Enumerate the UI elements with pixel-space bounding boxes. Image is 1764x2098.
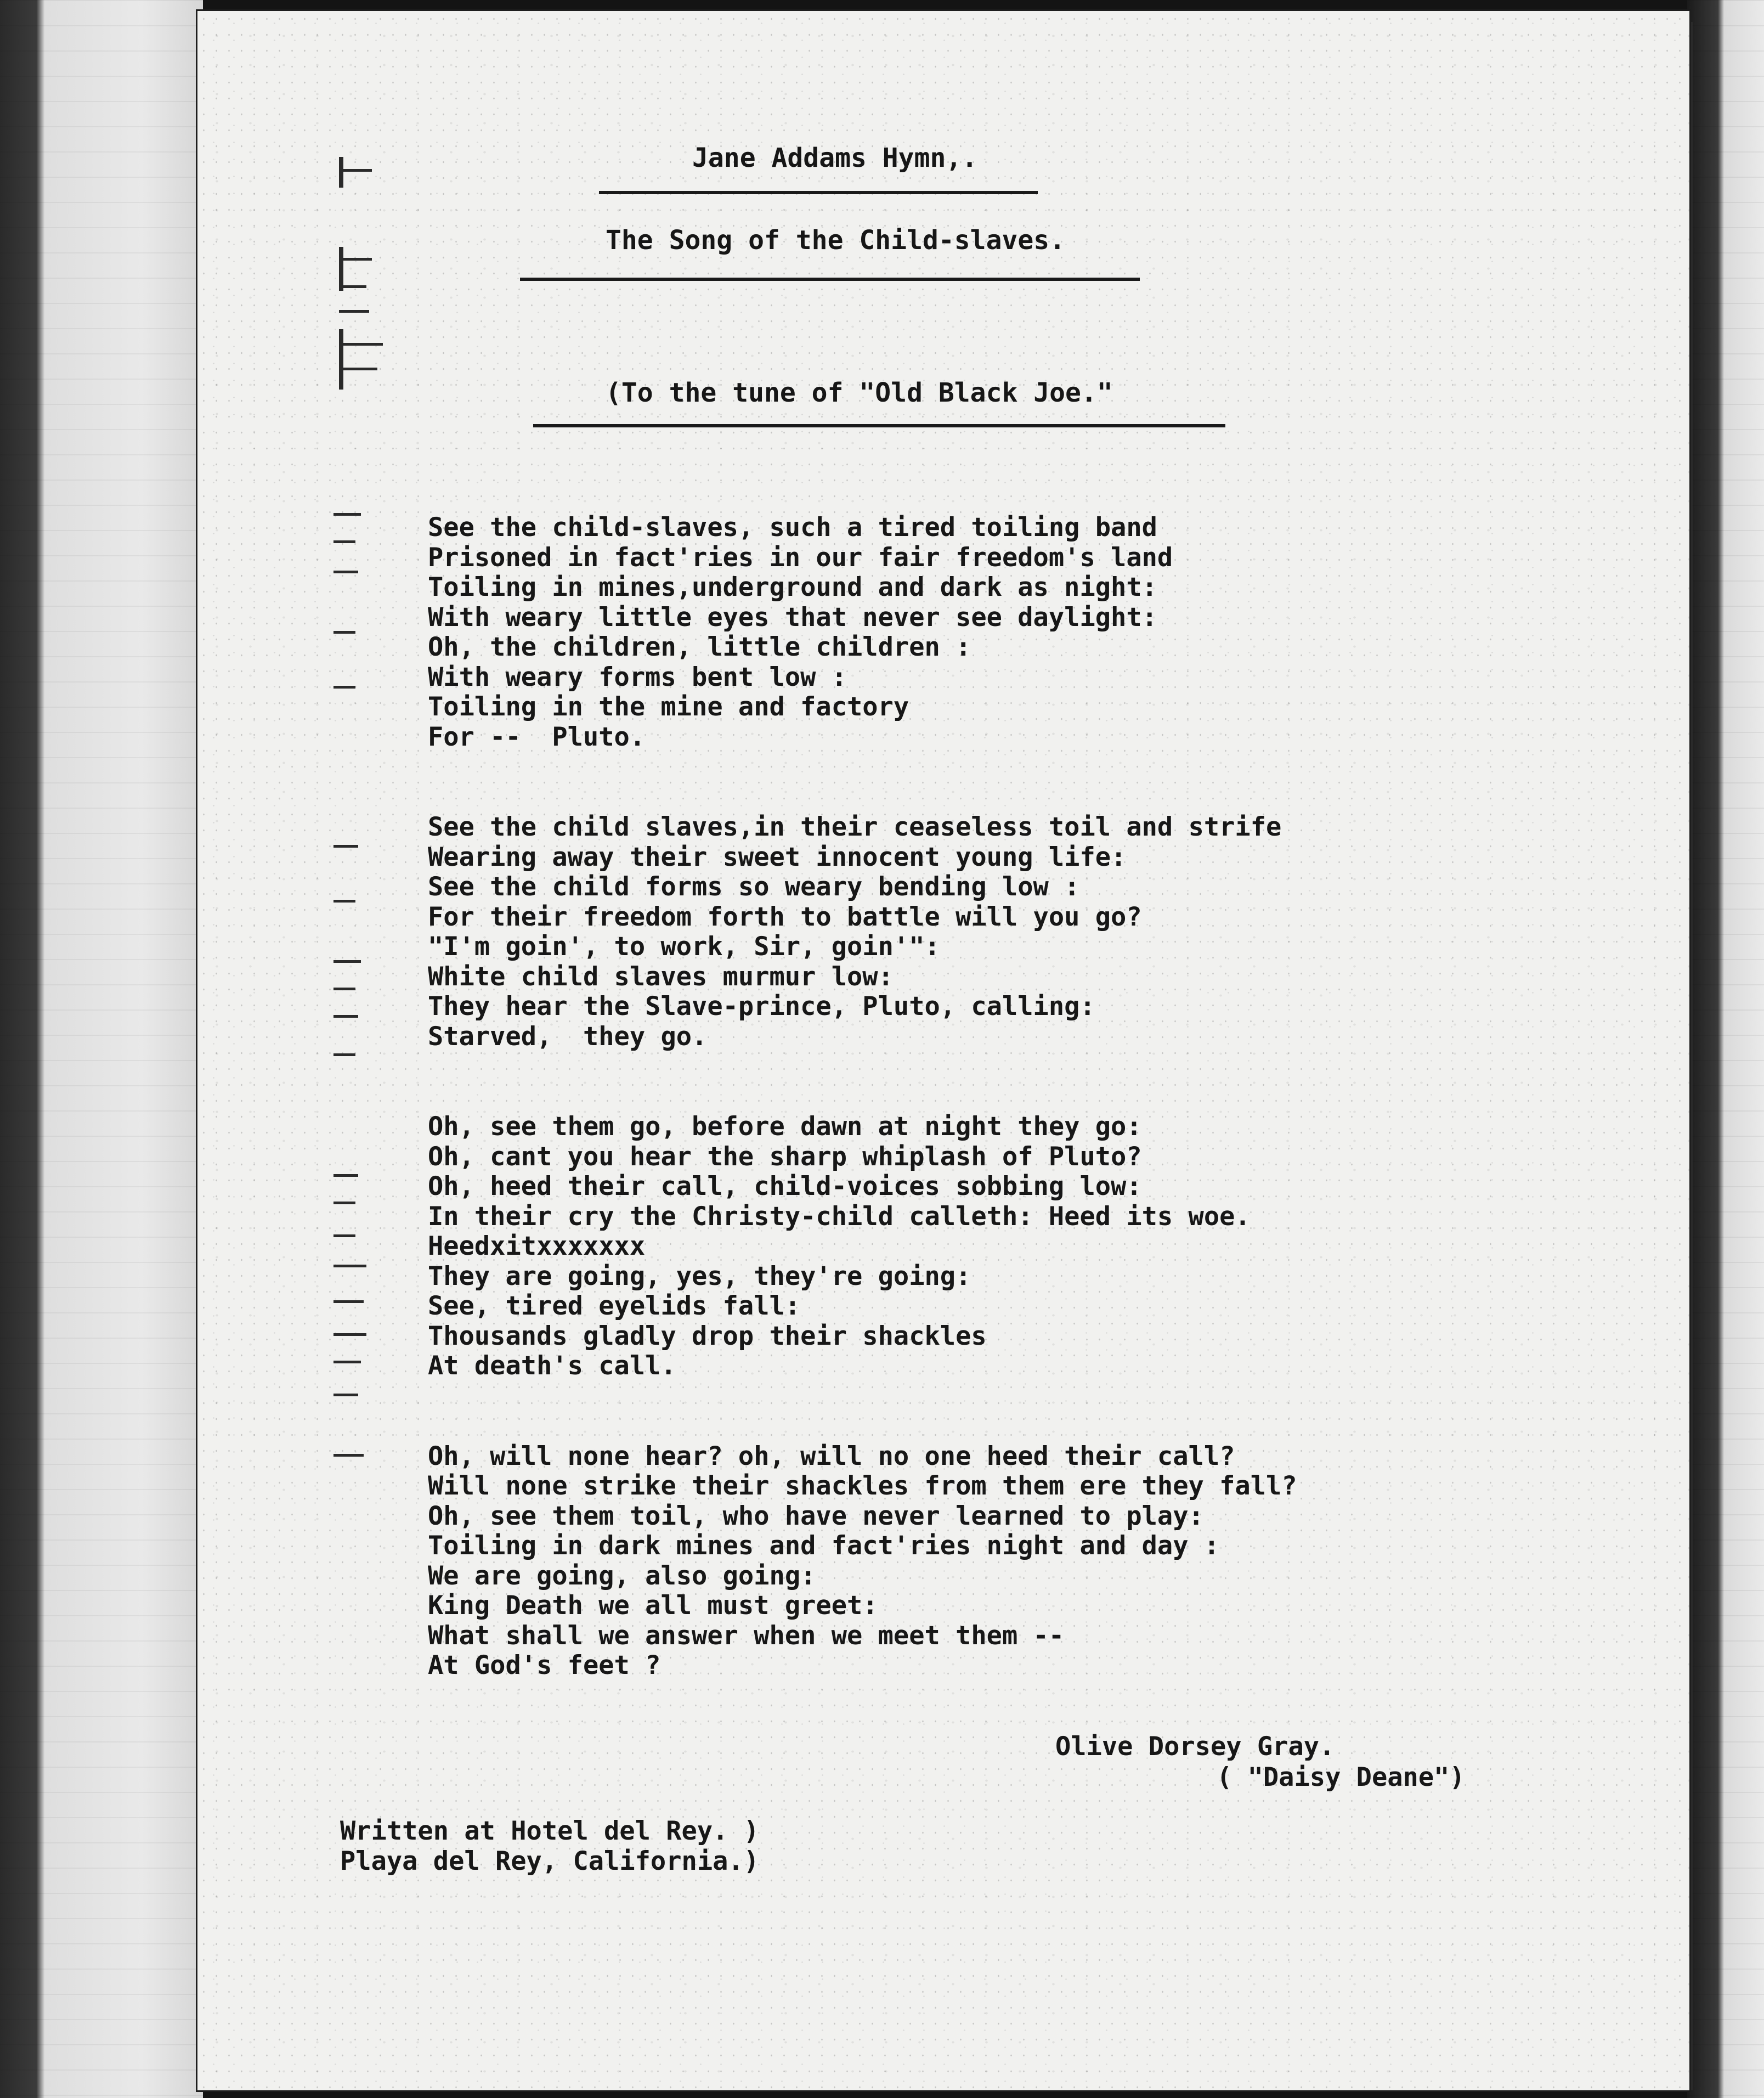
author-pseudonym: ( "Daisy Deane") — [1217, 1762, 1465, 1792]
subtitle-underline — [520, 278, 1140, 281]
poem-line: At death's call. — [428, 1351, 676, 1381]
stanza-gap — [428, 1381, 1297, 1442]
poem-line: See the child slaves,in their ceaseless toil and strife — [428, 812, 1282, 842]
poem-line: For -- Pluto. — [428, 721, 646, 752]
stanza-4 — [428, 1442, 1297, 1681]
scanner-lines-left — [0, 0, 203, 2098]
margin-tick — [339, 310, 369, 313]
margin-tick — [333, 1234, 355, 1237]
stanza-2 — [428, 813, 1297, 1052]
margin-tick — [333, 845, 358, 848]
poem-body — [428, 513, 1297, 1681]
poem-line: Wearing away their sweet innocent young life: — [428, 842, 1127, 872]
title-underline — [599, 191, 1038, 194]
tune-note-underline — [533, 424, 1225, 427]
poem-line: "I'm goin', to work, Sir, goin'": — [428, 932, 940, 962]
margin-tick — [333, 686, 355, 689]
margin-tab-mark — [339, 329, 343, 390]
poem-line: In their cry the Christy-child calleth: Heed its woe. — [428, 1201, 1251, 1232]
poem-line: With weary little eyes that never see daylight: — [428, 602, 1157, 633]
poem-line: White child slaves murmur low: — [428, 961, 894, 992]
margin-tick — [333, 988, 355, 990]
margin-tick — [339, 169, 372, 172]
poem-line: See, tired eyelids fall: — [428, 1291, 801, 1321]
margin-tick — [333, 631, 355, 634]
poem-line: Oh, will none hear? oh, will no one heed their call? — [428, 1441, 1235, 1471]
poem-line: Prisoned in fact'ries in our fair freedom's land — [428, 542, 1173, 573]
poem-line: Starved, they go. — [428, 1021, 708, 1052]
stanza-gap — [428, 1052, 1297, 1112]
tune-note: (To the tune of "Old Black Joe." — [606, 377, 1113, 408]
margin-tick — [333, 1202, 355, 1204]
poem-line: Oh, see them toil, who have never learned to play: — [428, 1501, 1204, 1531]
document-title: Jane Addams Hymn,. — [692, 143, 978, 173]
margin-tick — [333, 1174, 358, 1177]
location-line: Written at Hotel del Rey. ) — [340, 1816, 760, 1846]
poem-line: See the child-slaves, such a tired toiling band — [428, 512, 1157, 543]
margin-tick — [333, 1333, 366, 1336]
stanza-3 — [428, 1112, 1297, 1381]
poem-line: Oh, the children, little children : — [428, 632, 971, 662]
author-name: Olive Dorsey Gray. — [1055, 1732, 1335, 1762]
margin-tab-mark — [339, 247, 343, 291]
poem-line: For their freedom forth to battle will you go? — [428, 901, 1142, 932]
document-subtitle: The Song of the Child-slaves. — [606, 225, 1066, 256]
margin-tick — [333, 540, 355, 543]
margin-tick — [333, 1454, 364, 1457]
poem-line: They are going, yes, they're going: — [428, 1261, 971, 1291]
margin-tick — [333, 1394, 358, 1396]
poem-line: They hear the Slave-prince, Pluto, calling: — [428, 991, 1095, 1022]
margin-tick — [333, 900, 355, 903]
margin-tick — [339, 368, 377, 370]
location-line: Playa del Rey, California.) — [340, 1846, 760, 1876]
poem-line: Oh, see them go, before dawn at night they go: — [428, 1112, 1142, 1142]
margin-tick — [333, 1053, 355, 1056]
margin-tick — [339, 285, 366, 288]
poem-line: At God's feet ? — [428, 1650, 661, 1680]
margin-tick — [333, 513, 361, 516]
margin-tick — [333, 1361, 361, 1363]
poem-line: Thousands gladly drop their shackles — [428, 1321, 987, 1351]
poem-line: Will none strike their shackles from them ere they fall? — [428, 1471, 1297, 1501]
margin-tick — [333, 960, 361, 963]
poem-line: Toiling in mines,underground and dark as night: — [428, 572, 1157, 602]
stanza-1 — [428, 513, 1297, 752]
poem-line: See the child forms so weary bending low : — [428, 872, 1080, 902]
poem-line: We are going, also going: — [428, 1560, 816, 1591]
margin-tick — [339, 258, 372, 261]
location-note — [340, 1816, 759, 1876]
struck-out-line: Heedxitxxxxxxx — [428, 1231, 646, 1261]
poem-line: With weary forms bent low : — [428, 662, 847, 692]
stanza-gap — [428, 752, 1297, 813]
margin-tick — [333, 1265, 366, 1267]
poem-line: What shall we answer when we meet them -- — [428, 1620, 1065, 1651]
margin-tick — [333, 571, 358, 573]
poem-line: Toiling in dark mines and fact'ries night and day : — [428, 1531, 1220, 1561]
margin-tick — [339, 343, 383, 346]
poem-line: Oh, heed their call, child-voices sobbing low: — [428, 1171, 1142, 1202]
poem-line: Oh, cant you hear the sharp whiplash of Pluto? — [428, 1141, 1142, 1172]
poem-line: King Death we all must greet: — [428, 1591, 878, 1621]
poem-line: Toiling in the mine and factory — [428, 692, 909, 722]
margin-tab-mark — [339, 157, 343, 188]
margin-tick — [333, 1300, 364, 1303]
scanner-lines-right — [1687, 0, 1764, 2098]
margin-tick — [333, 1015, 358, 1018]
